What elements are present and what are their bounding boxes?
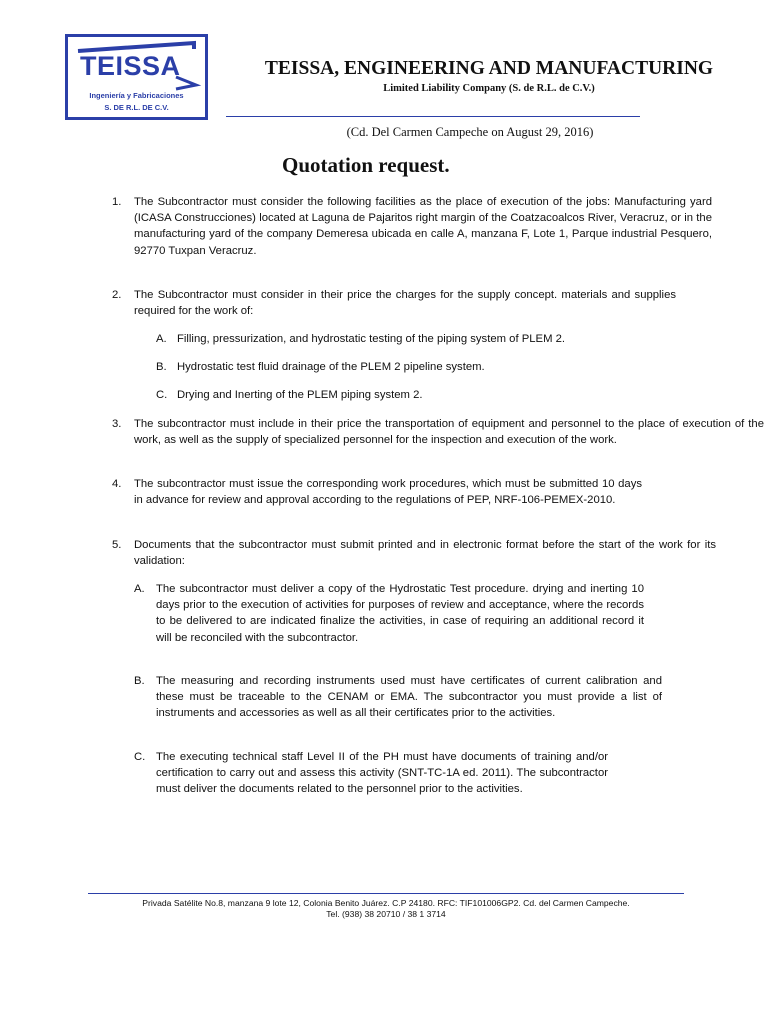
header-divider (226, 116, 640, 117)
item-number: 4. (112, 478, 122, 490)
item-number: 3. (112, 418, 122, 430)
sub-item: Hydrostatic test fluid drainage of the PLEM 2 pipeline system. (177, 361, 485, 373)
list-item: The subcontractor must include in their price the transportation of equipment and personnel to the place of execution of the work, as well as the supply of specialized personnel for the inspection and execution of the work. (134, 418, 764, 447)
item-number: 5. (112, 539, 122, 551)
company-logo (65, 34, 208, 120)
sub-item: Filling, pressurization, and hydrostatic testing of the piping system of PLEM 2. (177, 333, 566, 345)
sub-item: Drying and Inerting of the PLEM piping system 2. (177, 389, 423, 401)
list-item: The subcontractor must issue the corresponding work procedures, which must be submitted 10 days in advance for review and approval according to the regulations of PEP, NRF-106-PEMEX-2010. (134, 478, 642, 507)
sub-item-letter: A. (134, 583, 145, 595)
logo-legal-suffix: S. DE R.L. DE C.V. (104, 103, 169, 112)
sub-item-letter: C. (134, 751, 146, 763)
logo-wordmark: TEISSA (80, 51, 181, 81)
list-item: The Subcontractor must consider the following facilities as the place of execution of the jobs: Manufacturing yard (ICASA Construcciones) located at Laguna de Pajaritos right margin of the Coatzacoalcos River, Veracruz, or in the manufacturing yard of the company Demeresa ubicada en calle A, manzana F, Lote 1, Parque industrial Pesquero, 92770 Tuxpan Veracruz. (134, 196, 712, 257)
footer-phone: Tel. (938) 38 20710 / 38 1 3714 (326, 909, 446, 919)
document-title: Quotation request. (282, 153, 450, 177)
date-line: (Cd. Del Carmen Campeche on August 29, 2016) (346, 125, 594, 139)
item-number: 1. (112, 196, 122, 208)
sub-item: The subcontractor must deliver a copy of the Hydrostatic Test procedure. drying and inerting 10 days prior to the execution of activities for purposes of review and acceptance, where the records to be delivered to are indicated finalize the activities, in case of requiring an additional record it will be reconciled with the subcontractor. (156, 583, 644, 644)
list-item: The Subcontractor must consider in their price the charges for the supply concept. materials and supplies required for the work of: (134, 289, 676, 318)
sub-item-letter: B. (156, 361, 167, 373)
footer-divider (88, 893, 684, 894)
company-name: TEISSA, ENGINEERING AND MANUFACTURING (264, 58, 714, 79)
sub-item-letter: A. (156, 333, 167, 345)
sub-item: The measuring and recording instruments used must have certificates of current calibration and these must be traceable to the CENAM or EMA. The subcontractor you must provide a list of instruments and accessories as well as all their certificates prior to the activities. (156, 675, 662, 720)
company-type: Limited Liability Company (S. de R.L. de C.V.) (383, 83, 595, 94)
item-number: 2. (112, 289, 122, 301)
logo-subtitle: Ingeniería y Fabricaciones (89, 91, 184, 100)
sub-item-letter: C. (156, 389, 168, 401)
footer-address: Privada Satélite No.8, manzana 9 lote 12, Colonia Benito Juárez. C.P 24180. RFC: TIF101006GP2. Cd. del Carmen Campeche. (142, 898, 630, 908)
sub-item-letter: B. (134, 675, 145, 687)
sub-item: The executing technical staff Level II of the PH must have documents of training and/or certification to carry out and assess this activity (SNT-TC-1A ed. 2011). The subcontractor must deliver the documents related to the personnel prior to the activities. (156, 751, 608, 796)
list-item: Documents that the subcontractor must submit printed and in electronic format before the start of the work for its validation: (134, 539, 716, 568)
